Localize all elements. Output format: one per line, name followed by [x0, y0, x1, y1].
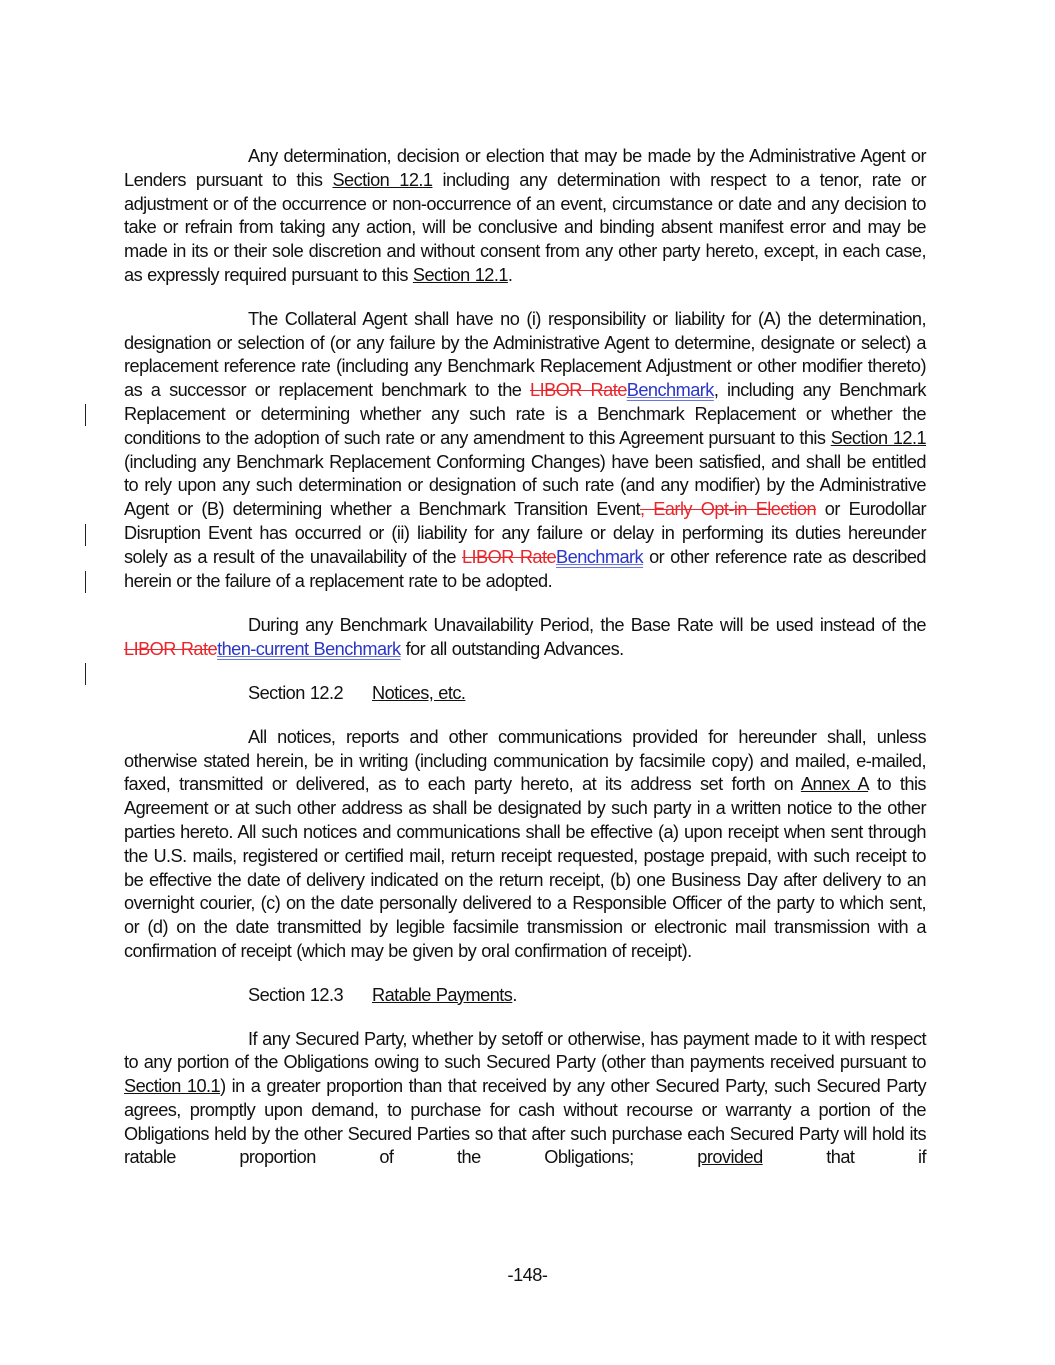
section-heading-12-3 — [248, 984, 926, 1008]
text: If any Secured Party, whether by setoff or otherwise, has payment made to it with respect to any portion of the Obligations owing to such Secured Party (other than payments received pursuant to — [124, 1028, 926, 1073]
deleted-text: LIBOR Rate — [461, 546, 557, 567]
text: for all outstanding Advances. — [400, 639, 624, 660]
change-bar — [85, 663, 86, 685]
section-ref: Section 12.1 — [412, 264, 508, 285]
text: Any determination, decision or election that may be made by the Administrative Agent or Lenders pursuant to this — [124, 146, 926, 190]
document-page — [124, 145, 926, 1190]
text: to this Agreement or at such other address as shall be designated by such party in a written notice to the other parties hereto. All such notices and communications shall be effective (a) upon receipt when sent through the U.S. mails, registered or certified mail, return receipt requested, postage prepaid, with such receipt to be effective the date of delivery indicated on the return receipt, (b) one Business Day after delivery to an overnight courier, (c) on the date personally delivered to a Responsible Officer of the party to which sent, or (d) on the date transmitted by legible facsimile transmission or electronic mail transmission with a confirmation of receipt (which may be given by oral confirmation of receipt). — [124, 774, 926, 961]
emphasis-provided: provided — [697, 1147, 763, 1168]
text: The Collateral Agent shall have no (i) responsibility or liability for (A) the determination, designation or selection of (or any failure by the Administrative Agent to determine, designate or select) a replacement reference rate (including any Benchmark Replacement Adjustment or other modifier thereto) as a successor or replacement benchmark to the — [124, 308, 926, 401]
annex-ref: Annex A — [800, 774, 869, 795]
change-bar — [85, 404, 86, 426]
section-ref: Section 12.1 — [830, 427, 927, 448]
section-number: Section 12.3 — [248, 984, 344, 1005]
section-number: Section 12.2 — [248, 682, 344, 703]
paragraph-determination — [124, 145, 926, 288]
inserted-text: then-current Benchmark — [217, 639, 401, 660]
text: , including any Benchmark Replacement or determining whether any such rate is a Benchmark Replacement or whether the conditions to the adoption of such rate or any amendment to this Agreement pursuant to this — [124, 380, 926, 448]
text: . — [507, 264, 513, 285]
change-bar — [85, 524, 86, 546]
section-title: Ratable Payments — [372, 984, 513, 1005]
text: . — [512, 984, 517, 1005]
deleted-text: LIBOR Rate — [124, 639, 218, 660]
section-ref: Section 12.1 — [332, 169, 433, 190]
inserted-text: Benchmark — [556, 546, 644, 567]
deleted-text: , Early Opt-in Election — [640, 499, 817, 520]
section-ref: Section 10.1 — [124, 1076, 221, 1097]
text: (including any Benchmark Replacement Conforming Changes) have been satisfied, and shall be entitled to rely upon any such determination or designation of such rate (and any modifier) by the Administrative Agent or (B) determining whether a Benchmark Transition Event — [124, 451, 926, 520]
change-bar — [85, 571, 86, 593]
text: ) in a greater proportion than that received by any other Secured Party, such Secured Party agrees, promptly upon demand, to purchase for cash without recourse or warranty a portion of the Obligations held by the other Secured Parties so that after such purchase each Secured Party will hold its ratable proportion of the Obligations; — [124, 1076, 926, 1168]
page-number: -148- — [507, 1265, 548, 1285]
inserted-text: Benchmark — [626, 380, 714, 401]
text: or other reference rate as described herein or the failure of a replacement rate to be adopted. — [124, 546, 926, 591]
deleted-text: LIBOR Rate — [530, 380, 627, 401]
section-heading-12-2 — [248, 682, 926, 706]
paragraph-ratable-payments — [124, 1028, 926, 1171]
text: or Eurodollar Disruption Event has occurred or (ii) liability for any failure or delay in performing its duties hereunder solely as a result of the unavailability of the — [124, 499, 927, 567]
text: that if — [762, 1147, 926, 1168]
text: During any Benchmark Unavailability Period, the Base Rate will be used instead of the — [248, 615, 926, 636]
text: All notices, reports and other communications provided for hereunder shall, unless otherwise stated herein, be in writing (including communication by facsimile copy) and mailed, e-mailed, faxed, transmitted or delivered, as to each party hereto, at its address set forth on — [124, 726, 926, 795]
section-title: Notices, etc. — [372, 682, 466, 703]
paragraph-notices — [124, 726, 926, 964]
paragraph-unavailability — [124, 614, 926, 662]
text: including any determination with respect to a tenor, rate or adjustment or of the occurrence or non-occurrence of an event, circumstance or date and any decision to take or refrain from taking any action, will be conclusive and binding absent manifest error and may be made in its or their sole discretion and without consent from any other party hereto, except, in each case, as expressly required pursuant to this — [124, 169, 927, 285]
paragraph-collateral-agent — [124, 308, 926, 594]
